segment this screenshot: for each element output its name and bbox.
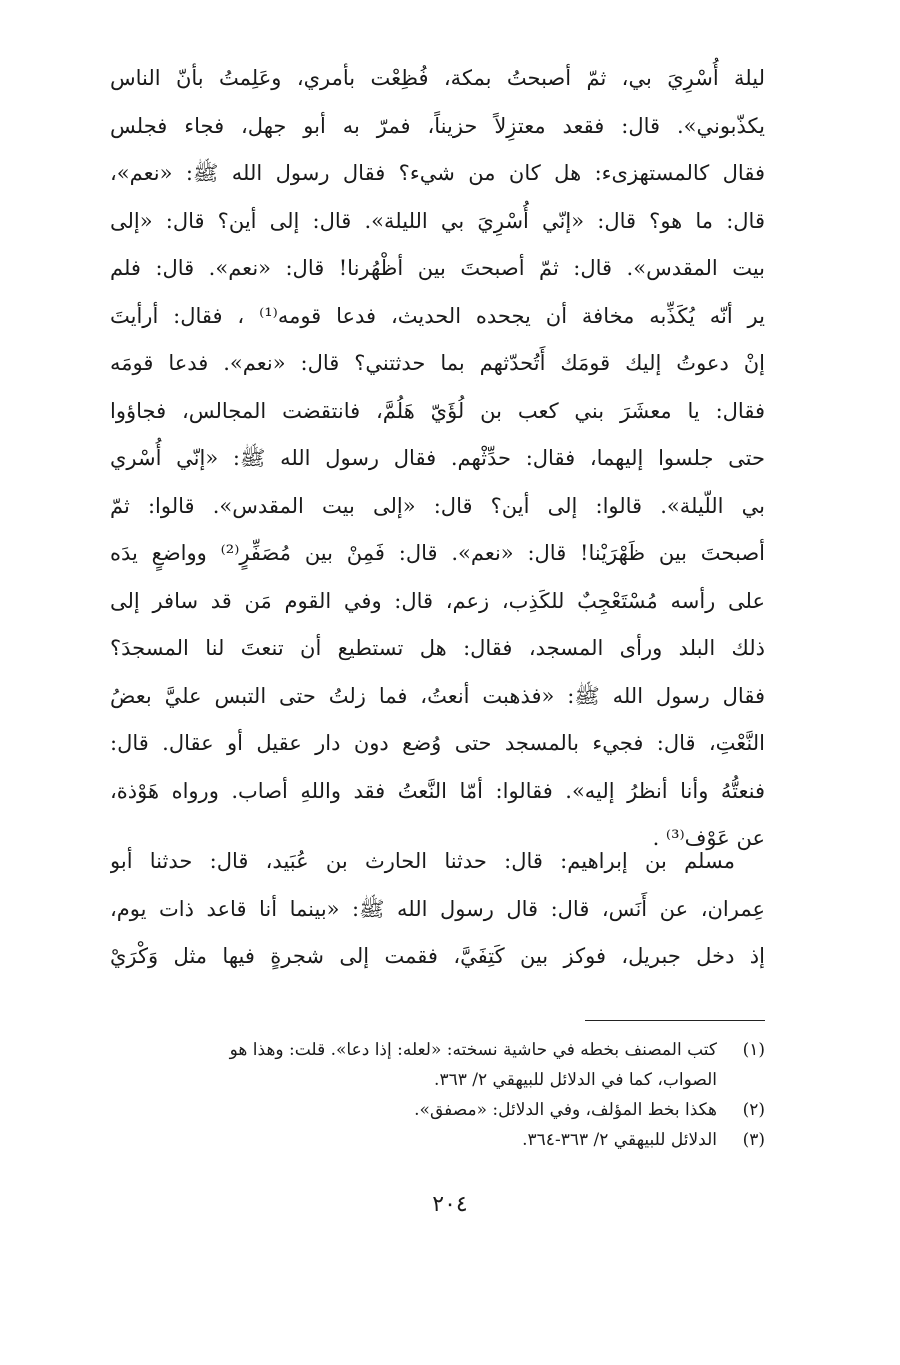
text-line: فقال كالمستهزىء: هل كان من شيء؟ فقال رسول الله ﷺ: «نعم»، xyxy=(110,161,765,185)
second-paragraph xyxy=(110,838,765,981)
text-line: أصبحتَ بين ظَهْرَيْنا! قال: «نعم». قال: فَمِنْ بين مُصَفِّرٍ⁽²⁾ وواضعٍ يدَه xyxy=(110,541,765,565)
text-line: إنْ دعوتُ إليك قومَك أَتُحدّثهم بما حدثتني؟ قال: «نعم». فدعا قومَه xyxy=(110,351,765,375)
text-line: فقال: يا معشَرَ بني كعب بن لُؤَيّ هَلُمَّ، فانتقضت المجالس، فجاؤوا xyxy=(110,398,765,423)
footnote-line: الدلائل للبيهقي ٢/ ٣٦٣-٣٦٤. xyxy=(522,1130,717,1150)
text-line: بيت المقدس». قال: ثمّ أصبحتَ بين أظْهُرنا! قال: «نعم». قال: فلم xyxy=(110,256,765,280)
text-line: عن عَوْف⁽³⁾ . xyxy=(652,826,765,850)
text-line: حتى جلسوا إليهما، فقال: حدِّثْهم. فقال رسول الله ﷺ: «إنّي أُسْري xyxy=(110,446,765,470)
footnote-text xyxy=(110,1095,717,1125)
footnote-number: (١) xyxy=(742,1040,765,1060)
footnote-line: هكذا بخط المؤلف، وفي الدلائل: «مصفق». xyxy=(414,1100,717,1120)
text-line: بي اللّيلة». قالوا: إلى أين؟ قال: «إلى بيت المقدس». قالوا: ثمّ xyxy=(110,493,765,518)
text-line: مسلم بن إبراهيم: قال: حدثنا الحارث بن عُبَيد، قال: حدثنا أبو xyxy=(110,849,735,873)
footnote-number: (٢) xyxy=(742,1100,765,1120)
footnote-line: كتب المصنف بخطه في حاشية نسخته: «لعله: إذا دعا». قلت: وهذا هو xyxy=(229,1040,717,1060)
text-line: قال: ما هو؟ قال: «إنّي أُسْرِيَ بي الليلة». قال: إلى أين؟ قال: «إلى xyxy=(110,208,765,233)
page-number: ٢٠٤ xyxy=(432,1192,468,1217)
text-line: عِمران، عن أَنَس، قال: قال رسول الله ﷺ: «بينما أنا قاعد ذات يوم، xyxy=(110,896,765,921)
footnote xyxy=(110,1035,765,1095)
text-line: النَّعْتِ، قال: فجيء بالمسجد حتى وُضع دون دار عقيل أو عقال. قال: xyxy=(110,731,765,755)
text-line: ذلك البلد ورأى المسجد، فقال: هل تستطيع أن تنعتَ لنا المسجدَ؟ xyxy=(110,636,765,660)
footnotes xyxy=(110,1035,765,1155)
text-line: فنعتُّهُ وأنا أنظرُ إليه». فقالوا: أمّا النَّعتُ فقد واللهِ أصاب. ورواه هَوْذة، xyxy=(110,778,765,803)
footnote xyxy=(110,1125,765,1155)
footnote-text xyxy=(110,1125,717,1155)
text-line: ليلة أُسْرِيَ بي، ثمّ أصبحتُ بمكة، فُظِعْت بأمري، وعَلِمتُ بأنّ الناس xyxy=(110,66,765,90)
text-line: على رأسه مُسْتَعْجِبٌ للكَذِب، زعم، قال: وفي القوم مَن قد سافر إلى xyxy=(110,588,765,613)
text-line: فقال رسول الله ﷺ: «فذهبت أنعتُ، فما زلتُ حتى التبس عليَّ بعضُ xyxy=(110,683,765,708)
text-line: ير أنّه يُكَذِّبه مخافة أن يجحده الحديث، فدعا قومه⁽¹⁾ ، فقال: أرأيتَ xyxy=(110,303,765,328)
footnote xyxy=(110,1095,765,1125)
text-line: إذ دخل جبريل، فوكز بين كَتِفَيَّ، فقمت إلى شجرةٍ فيها مثل وَكْرَيْ xyxy=(110,944,765,968)
main-paragraph xyxy=(110,55,765,863)
text-line: يكذّبوني». قال: فقعد معتزِلاً حزيناً، فمرّ به أبو جهل، فجاء فجلس xyxy=(110,113,765,138)
footnote-divider xyxy=(585,1020,765,1021)
footnote-line: الصواب، كما في الدلائل للبيهقي ٢/ ٣٦٣. xyxy=(434,1070,717,1090)
footnote-text xyxy=(110,1035,717,1095)
footnote-number: (٣) xyxy=(742,1130,765,1150)
